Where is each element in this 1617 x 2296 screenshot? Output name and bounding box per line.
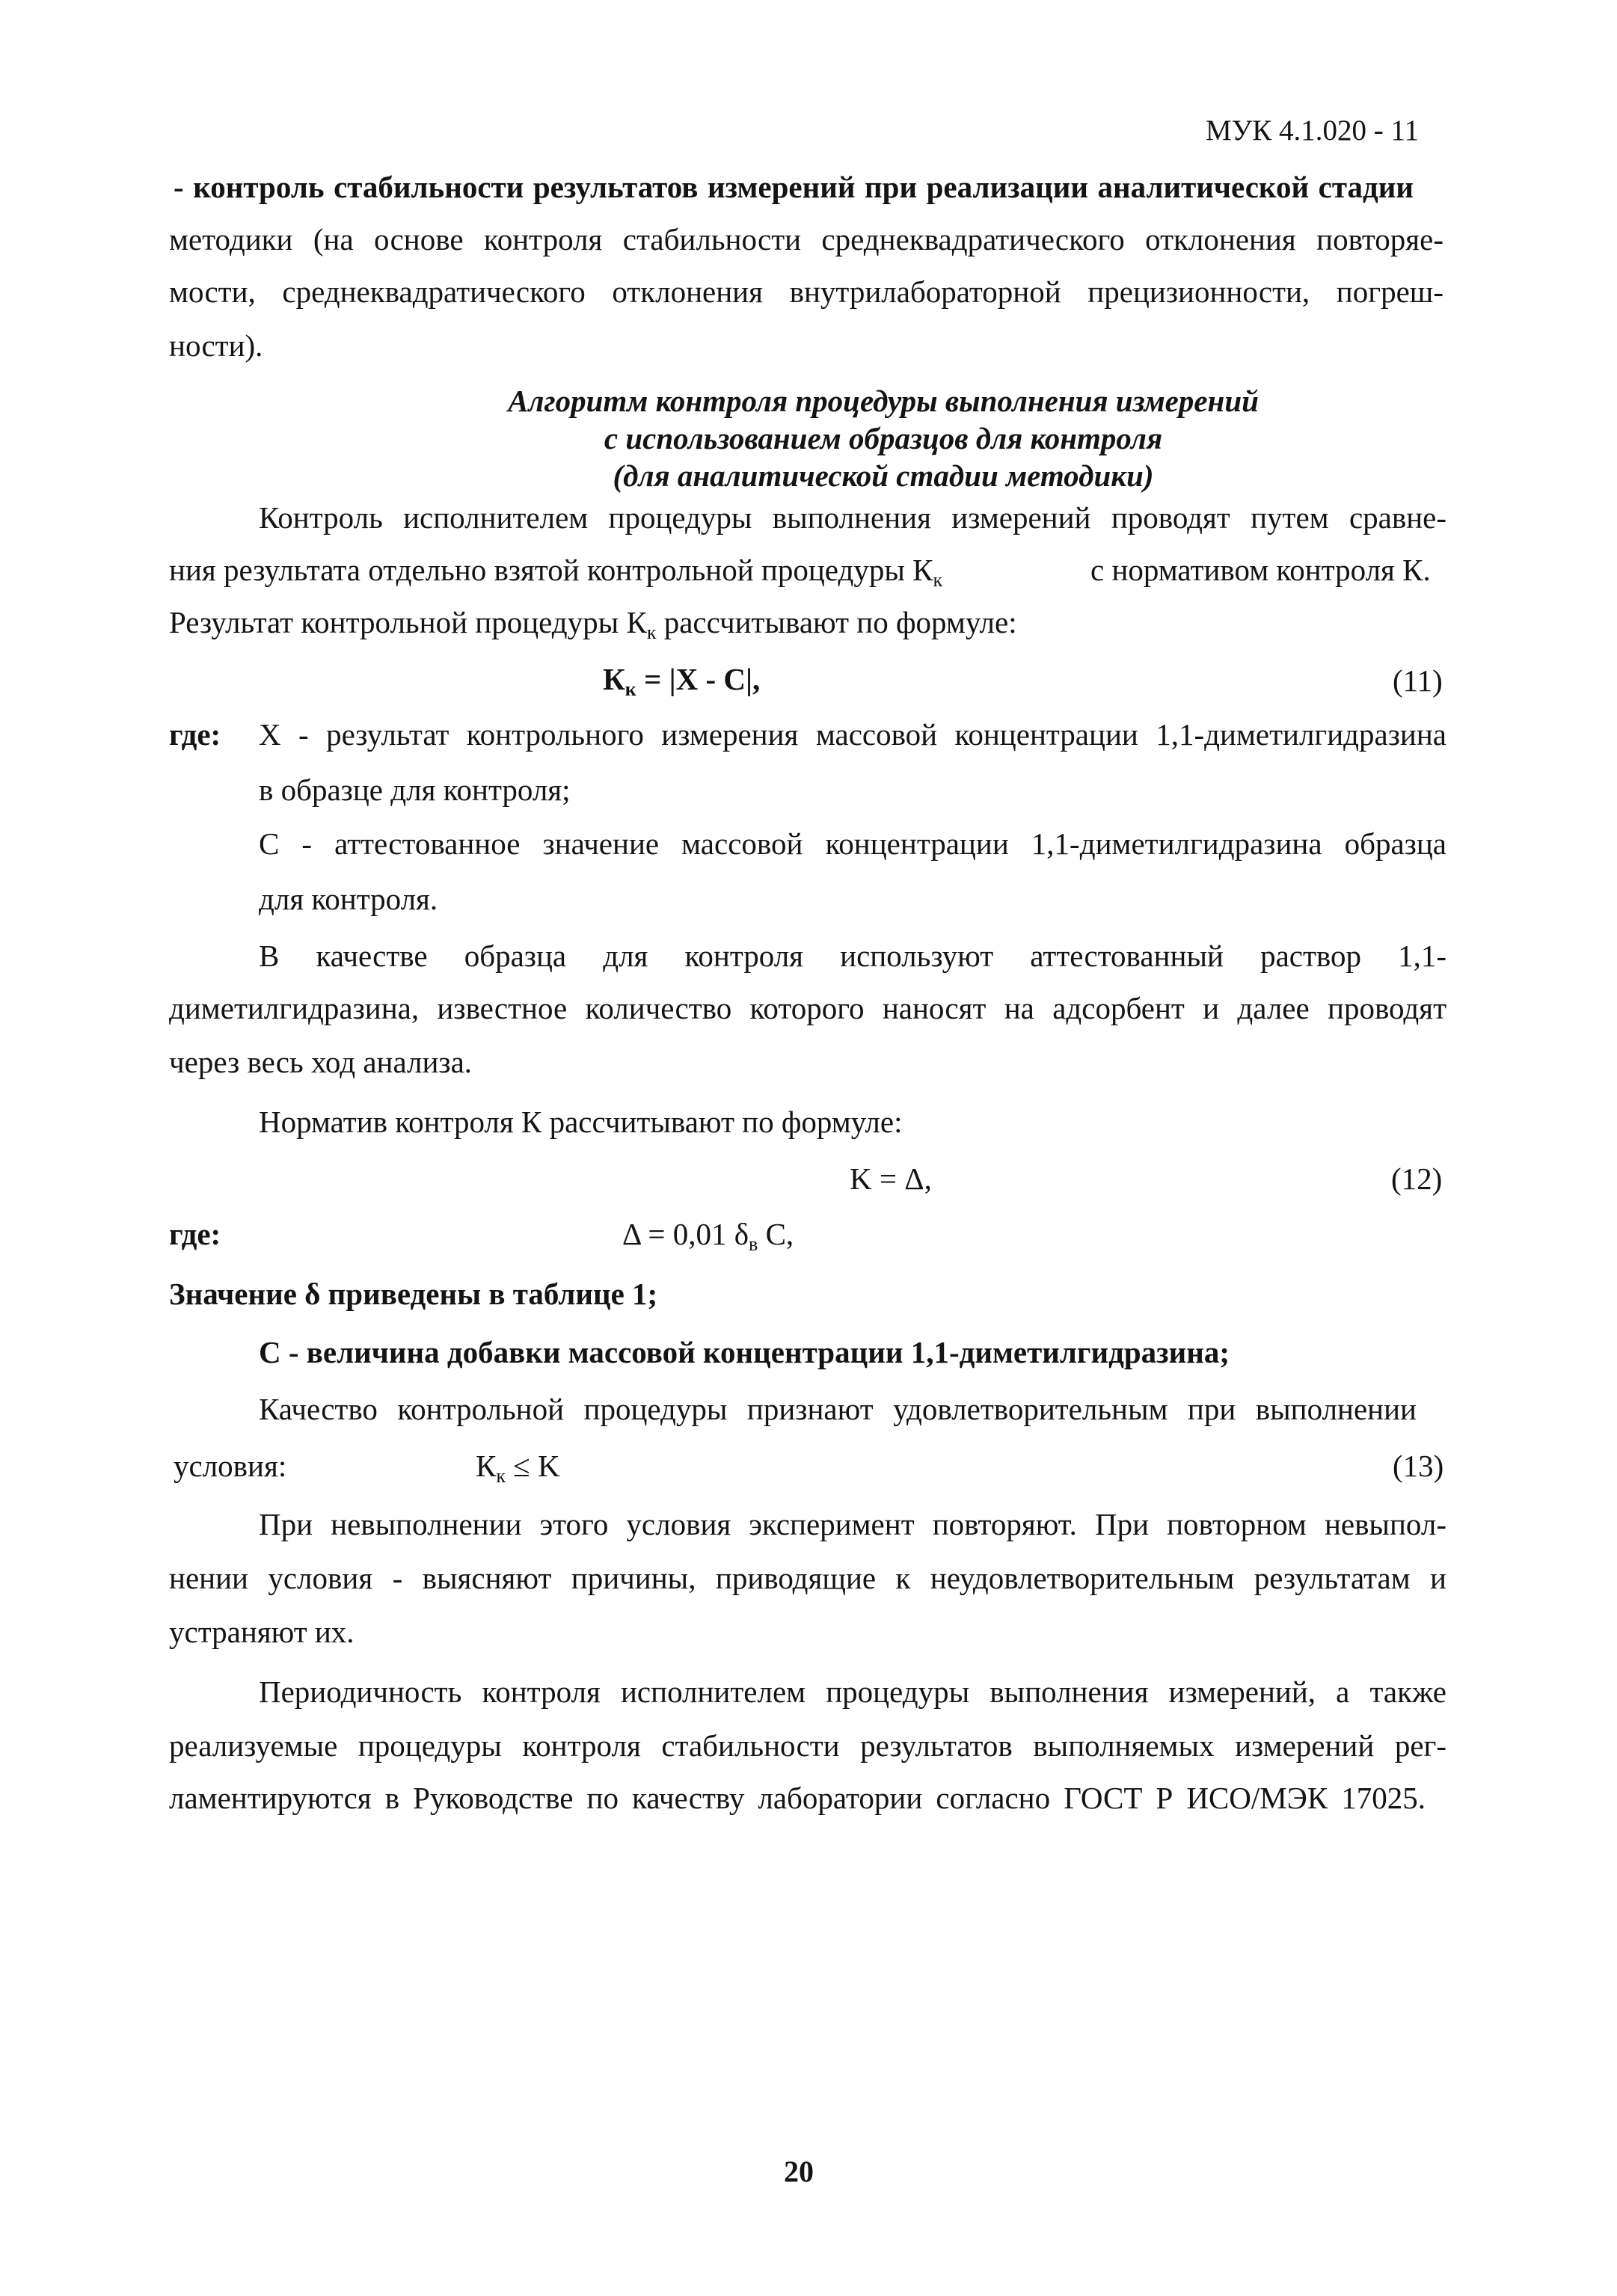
formula-12: K = Δ, — [850, 1161, 932, 1196]
where-x-line-2: в образце для контроля; — [259, 773, 571, 807]
control-para-line-1: Контроль исполнителем процедуры выполнения измерений проводят путем сравне- — [259, 500, 1446, 535]
norm-text: Норматив контроля К рассчитывают по формуле: — [259, 1105, 903, 1139]
control-para-line-3-tail: рассчитывают по формуле: — [663, 605, 1017, 639]
intro-line-2: методики (на основе контроля стабильности среднеквадратического отклонения повторяе- — [169, 222, 1443, 257]
period-para-line-3: ламентируются в Руководстве по качеству лаборатории согласно ГОСТ Р ИСО/МЭК 17025. — [169, 1781, 1426, 1815]
formula-11-subscript: к — [625, 678, 636, 700]
condition-formula — [476, 1448, 560, 1488]
fail-para-line-1: При невыполнении этого условия эксперимент повторяют. При повторном невыпол- — [259, 1507, 1446, 1541]
algorithm-heading-line-2: с использованием образцов для контроля — [604, 421, 1163, 455]
control-para-line-2 — [169, 552, 1446, 592]
quality-text: Качество контрольной процедуры признают удовлетворительным при выполнении — [259, 1392, 1417, 1426]
delta-note: Значение δ приведены в таблице 1; — [169, 1277, 658, 1311]
algorithm-heading-line-1: Алгоритм контроля процедуры выполнения измерений — [508, 384, 1259, 418]
intro-line-1: - контроль стабильности результатов измерений при реализации аналитической стадии — [174, 170, 1414, 204]
delta-formula-subscript: в — [749, 1233, 758, 1255]
condition-label: условия: — [174, 1449, 287, 1483]
fail-para-line-3: устраняют их. — [169, 1615, 355, 1649]
where-label-12: где: — [169, 1217, 221, 1251]
condition-rhs: ≤ K — [506, 1449, 560, 1483]
period-para-line-2: реализуемые процедуры контроля стабильности результатов выполняемых измерений рег- — [169, 1728, 1446, 1763]
intro-line-4: ности). — [169, 328, 263, 363]
k-subscript: к — [646, 621, 657, 643]
where-label-11: где: — [169, 717, 221, 752]
sample-para-line-2: диметилгидразина, известное количество которого наносят на адсорбент и далее проводят — [169, 991, 1446, 1025]
algorithm-heading-line-3: (для аналитической стадии методики) — [613, 458, 1154, 493]
k-subscript: к — [933, 569, 943, 591]
condition-number: (13) — [1393, 1449, 1444, 1483]
condition-subscript: к — [496, 1465, 506, 1487]
delta-formula-b: C, — [758, 1217, 794, 1251]
doc-code-header: МУК 4.1.020 - 11 — [1206, 114, 1420, 147]
sample-para-line-1: В качестве образца для контроля используют аттестованный раствор 1,1- — [259, 939, 1446, 973]
where-c-line-1: С - аттестованное значение массовой концентрации 1,1-диметилгидразина образца — [259, 826, 1446, 861]
formula-11-rhs: = |X - C|, — [636, 662, 761, 696]
control-para-line-2-tail: с нормативом контроля К. — [1090, 553, 1431, 587]
formula-12-number: (12) — [1391, 1161, 1443, 1196]
fail-para-line-2: нении условия - выясняют причины, приводящие к неудовлетворительным результатам и — [169, 1561, 1446, 1595]
formula-11 — [603, 661, 760, 701]
condition-lhs: К — [476, 1449, 497, 1483]
formula-11-lhs: К — [603, 662, 625, 696]
control-para-line-2-text: ния результата отдельно взятой контрольной процедуры К — [169, 553, 933, 587]
intro-line-3: мости, среднеквадратического отклонения внутрилабораторной прецизионности, погреш- — [169, 274, 1443, 309]
where-c-line-2: для контроля. — [259, 882, 438, 916]
period-para-line-1: Периодичность контроля исполнителем процедуры выполнения измерений, а также — [259, 1675, 1446, 1709]
control-para-line-3-text: Результат контрольной процедуры К — [169, 605, 647, 639]
delta-formula — [622, 1216, 794, 1256]
page-number: 20 — [784, 2155, 814, 2188]
control-para-line-3 — [169, 604, 1446, 644]
where-x-line-1: X - результат контрольного измерения массовой концентрации 1,1-диметилгидразина — [259, 717, 1446, 752]
c-note: С - величина добавки массовой концентрации 1,1-диметилгидразина; — [259, 1335, 1230, 1369]
formula-11-number: (11) — [1393, 663, 1443, 698]
sample-para-line-3: через весь ход анализа. — [169, 1045, 473, 1079]
delta-formula-a: Δ = 0,01 δ — [622, 1217, 749, 1251]
